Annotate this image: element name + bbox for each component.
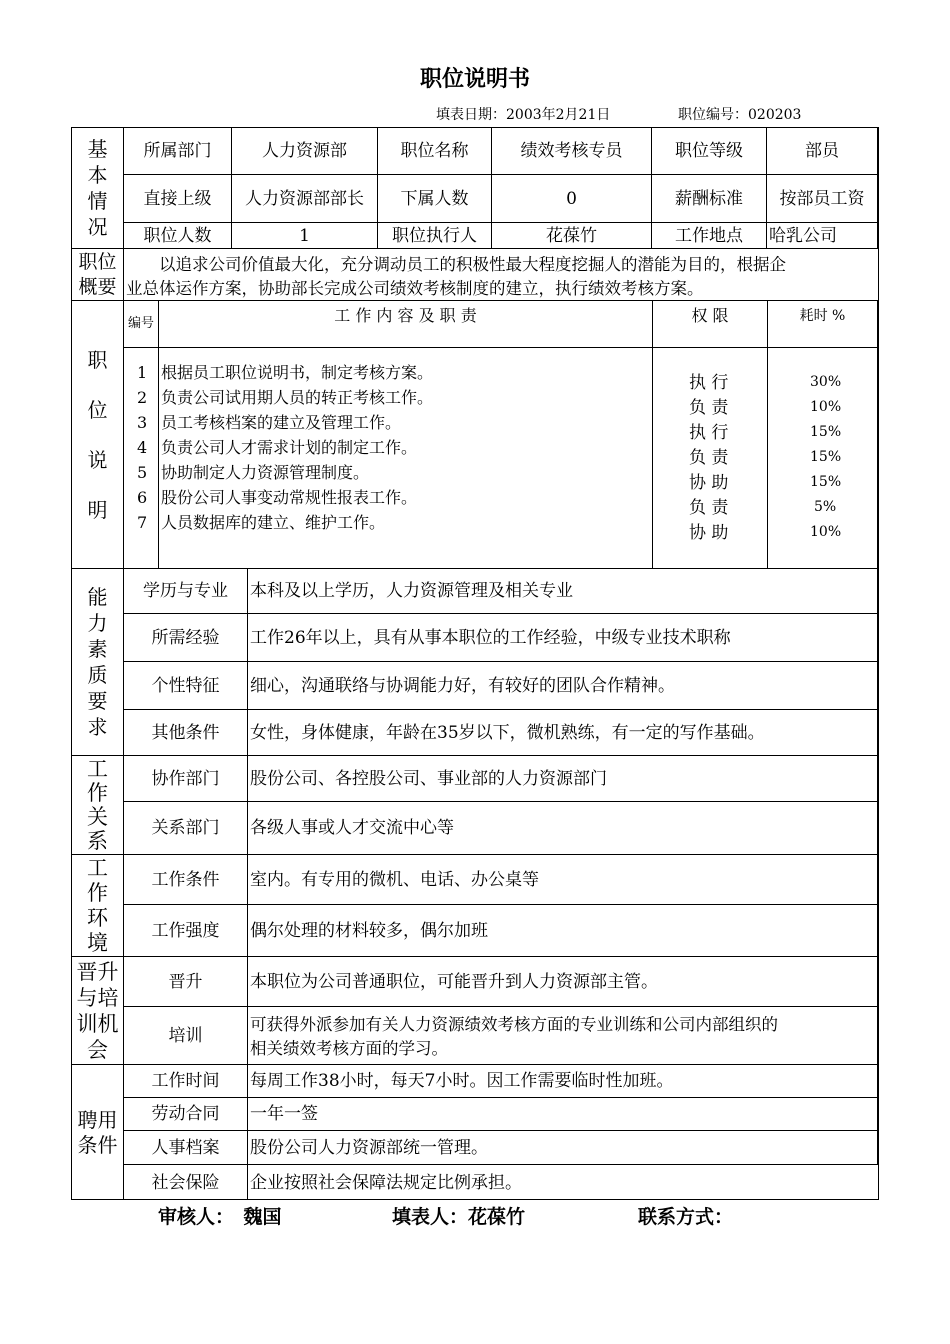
overview-label: 职位概要 <box>78 250 117 298</box>
promotion-line-1: 晋升 <box>76 959 119 984</box>
duty-no: 5 <box>137 463 148 482</box>
duty-authority: 负 责 <box>689 398 729 418</box>
label-work-hours: 工作时间 <box>124 1065 248 1098</box>
label-location: 工作地点 <box>652 223 767 249</box>
duty-no: 3 <box>137 413 148 432</box>
duty-authority: 协 助 <box>689 523 729 543</box>
label-education: 学历与专业 <box>124 569 248 614</box>
section-ability <box>72 569 124 756</box>
relations-char-3: 关 <box>87 805 108 829</box>
employment-line-2: 条件 <box>77 1132 118 1157</box>
training-line-1: 可获得外派参加有关人力资源绩效考核方面的专业训练和公司内部组织的 <box>250 1015 778 1034</box>
value-education: 本科及以上学历，人力资源管理及相关专业 <box>248 569 878 614</box>
label-position-grade: 职位等级 <box>652 128 767 175</box>
duties-char-3: 说 <box>87 447 108 472</box>
environment-char-1: 工 <box>87 855 108 880</box>
label-work-conditions: 工作条件 <box>124 855 248 905</box>
ability-char-6: 求 <box>87 715 108 739</box>
label-personnel-file: 人事档案 <box>124 1131 248 1165</box>
section-basic-info <box>72 128 124 249</box>
contact-info: 联系方式： <box>638 1206 734 1228</box>
label-experience: 所需经验 <box>124 614 248 662</box>
value-work-hours: 每周工作38小时，每天7小时。因工作需要临时性加班。 <box>248 1065 878 1098</box>
duty-no: 1 <box>137 363 148 382</box>
relations-char-4: 系 <box>87 829 108 853</box>
value-headcount: 1 <box>232 223 378 249</box>
value-subordinates: 0 <box>492 175 652 223</box>
value-personnel-file: 股份公司人力资源部统一管理。 <box>248 1131 878 1165</box>
col-header-time: 耗时 % <box>768 301 878 348</box>
label-salary: 薪酬标准 <box>652 175 767 223</box>
duty-authority: 执 行 <box>689 373 729 393</box>
duty-text: 负责公司人才需求计划的制定工作。 <box>161 438 418 457</box>
section-duties <box>72 301 124 569</box>
employment-line-1: 聘用 <box>77 1107 118 1132</box>
duty-authority: 执 行 <box>689 423 729 443</box>
duty-text: 股份公司人事变动常规性报表工作。 <box>161 488 418 507</box>
value-position-grade: 部员 <box>767 128 878 175</box>
relations-char-2: 作 <box>87 781 108 805</box>
section-promotion <box>72 957 124 1065</box>
overview-line-2: 业总体运作方案，协助部长完成公司绩效考核制度的建立，执行绩效考核方案。 <box>126 279 704 298</box>
ability-char-2: 力 <box>87 611 108 635</box>
label-cooperating-departments: 协作部门 <box>124 756 248 802</box>
label-training: 培训 <box>124 1007 248 1065</box>
duty-no: 6 <box>137 488 148 507</box>
promotion-line-2: 与培 <box>76 985 119 1010</box>
environment-char-3: 环 <box>87 905 108 930</box>
col-header-authority: 权 限 <box>653 301 768 348</box>
label-department: 所属部门 <box>124 128 232 175</box>
value-salary: 按部员工资 <box>767 175 878 223</box>
section-overview <box>72 249 124 301</box>
promotion-line-4: 会 <box>87 1037 108 1062</box>
label-subordinates: 下属人数 <box>378 175 492 223</box>
value-cooperating-departments: 股份公司、各控股公司、事业部的人力资源部门 <box>248 756 878 802</box>
duty-authority: 负 责 <box>689 498 729 518</box>
section-basic-label: 基本情况 <box>87 137 108 239</box>
duty-no: 2 <box>137 388 148 407</box>
label-incumbent: 职位执行人 <box>378 223 492 249</box>
duty-time: 15% <box>810 449 842 465</box>
value-location: 哈乳公司 <box>767 223 878 249</box>
duty-text: 负责公司试用期人员的转正考核工作。 <box>161 388 434 407</box>
duty-time: 5% <box>814 499 837 515</box>
environment-char-2: 作 <box>87 880 108 905</box>
duties-char-4: 明 <box>87 497 108 522</box>
duties-char-1: 职 <box>87 347 108 372</box>
ability-char-4: 质 <box>87 663 108 687</box>
col-header-number: 编号 <box>124 301 159 348</box>
label-promotion: 晋升 <box>124 957 248 1007</box>
label-social-insurance: 社会保险 <box>124 1165 248 1200</box>
ability-char-3: 素 <box>87 637 108 661</box>
duty-authority: 协 助 <box>689 473 729 493</box>
duty-text: 员工考核档案的建立及管理工作。 <box>161 413 402 432</box>
duty-authority: 负 责 <box>689 448 729 468</box>
duty-no: 4 <box>137 438 148 457</box>
job-description-table <box>71 127 879 1200</box>
value-work-conditions: 室内。有专用的微机、电话、办公桌等 <box>248 855 878 905</box>
label-personality: 个性特征 <box>124 662 248 710</box>
value-personality: 细心，沟通联络与协调能力好，有较好的团队合作精神。 <box>248 662 878 710</box>
value-incumbent: 花葆竹 <box>492 223 652 249</box>
duty-text: 人员数据库的建立、维护工作。 <box>161 513 386 532</box>
section-relations <box>72 756 124 855</box>
overview-line-1: 以追求公司价值最大化，充分调动员工的积极性最大程度挖掘人的潜能为目的，根据企 <box>126 255 786 274</box>
label-related-departments: 关系部门 <box>124 802 248 855</box>
label-position-name: 职位名称 <box>378 128 492 175</box>
duty-no: 7 <box>137 513 148 532</box>
value-experience: 工作26年以上，具有从事本职位的工作经验，中级专业技术职称 <box>248 614 878 662</box>
duty-time: 30% <box>810 374 842 390</box>
value-labor-contract: 一年一签 <box>248 1098 878 1131</box>
position-number: 职位编号：020203 <box>678 107 802 123</box>
promotion-line-3: 训机 <box>76 1011 119 1036</box>
reviewer-signature: 审核人： 魏国 <box>158 1206 282 1228</box>
value-social-insurance: 企业按照社会保障法规定比例承担。 <box>250 1172 522 1193</box>
value-promotion: 本职位为公司普通职位，可能晋升到人力资源部主管。 <box>248 957 878 1007</box>
filler-signature: 填表人：花葆竹 <box>392 1206 526 1228</box>
ability-char-1: 能 <box>87 585 108 609</box>
section-environment <box>72 855 124 957</box>
value-position-name: 绩效考核专员 <box>492 128 652 175</box>
value-department: 人力资源部 <box>232 128 378 175</box>
fill-date: 填表日期：2003年2月21日 <box>436 107 611 123</box>
label-supervisor: 直接上级 <box>124 175 232 223</box>
value-supervisor: 人力资源部部长 <box>232 175 378 223</box>
label-other-conditions: 其他条件 <box>124 710 248 756</box>
duty-time: 15% <box>810 474 842 490</box>
training-line-2: 相关绩效考核方面的学习。 <box>250 1039 448 1058</box>
duty-time: 10% <box>810 399 842 415</box>
document-title: 职位说明书 <box>419 67 530 92</box>
label-labor-contract: 劳动合同 <box>124 1098 248 1131</box>
environment-char-4: 境 <box>87 930 108 955</box>
duty-time: 10% <box>810 524 842 540</box>
value-work-intensity: 偶尔处理的材料较多，偶尔加班 <box>248 905 878 957</box>
duty-text: 协助制定人力资源管理制度。 <box>161 463 370 482</box>
value-related-departments: 各级人事或人才交流中心等 <box>248 802 878 855</box>
label-work-intensity: 工作强度 <box>124 905 248 957</box>
duty-time: 15% <box>810 424 842 440</box>
duty-text: 根据员工职位说明书，制定考核方案。 <box>161 363 434 382</box>
duties-char-2: 位 <box>87 397 108 422</box>
ability-char-5: 要 <box>87 689 108 713</box>
section-employment <box>72 1065 124 1200</box>
label-headcount: 职位人数 <box>124 223 232 249</box>
relations-char-1: 工 <box>87 757 108 781</box>
value-other-conditions: 女性，身体健康，年龄在35岁以下，微机熟练，有一定的写作基础。 <box>248 710 878 756</box>
col-header-content: 工 作 内 容 及 职 责 <box>159 301 653 348</box>
